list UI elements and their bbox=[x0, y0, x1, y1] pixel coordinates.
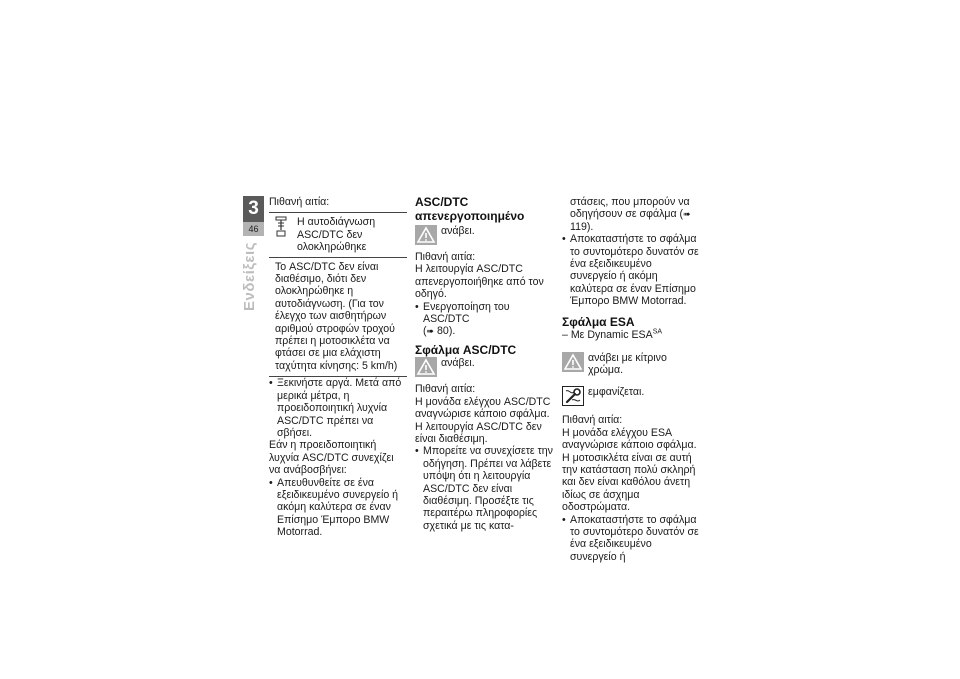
paragraph-continued: στάσεις, που μπορούν να οδηγήσουν σε σφάλμα (➠ 119). bbox=[570, 196, 691, 233]
box-body: Το ASC/DTC δεν είναι διαθέσιμο, διότι δεν ολοκληρώθηκε η αυτοδιάγνωση. (Για τον έλεγχο των αισθητήρων αριθμού στροφών τροχού πρέπει η μοτοσικλέτα να φτάσει σε μια ελάχιστη ταχύτητα κίνησης: 5 km/h) bbox=[275, 260, 398, 372]
paragraph: Η μονάδα ελέγχου ASC/DTC αναγνώρισε κάποιο σφάλμα. Η λειτουργία ASC/DTC δεν είναι διαθέσιμη. bbox=[415, 395, 551, 445]
list-item: • Αποκαταστήστε το σφάλμα το συντομότερο δυνατόν σε ένα εξειδικευμένο συνεργείο ή bbox=[562, 513, 699, 563]
page-number: 46 bbox=[243, 222, 264, 236]
column-1 bbox=[269, 196, 407, 539]
column-2 bbox=[415, 196, 553, 532]
list-item: • Αποκαταστήστε το σφάλμα το συντομότερο δυνατόν σε ένα εξειδικευμένο συνεργείο ή ακόμη καλύτερα σε έναν Επίσημο Έμπορο BMW Motorrad. bbox=[562, 233, 699, 308]
info-box bbox=[269, 212, 407, 377]
chapter-tab bbox=[241, 196, 264, 311]
equipment-note: – Με Dynamic $ESA^{SA}$ bbox=[562, 328, 663, 342]
arrow-reference-icon: ➠ bbox=[683, 209, 691, 220]
paragraph: Η μονάδα ελέγχου ESA αναγνώρισε κάποιο σφάλμα. Η μοτοσικλέτα είναι σε αυτή την κατάσταση πολύ σκληρή και δεν είναι καθόλου άνετη ιδίως σε άσχημα οδοστρώματα. bbox=[562, 426, 697, 514]
warning-triangle-icon bbox=[562, 352, 584, 372]
section-heading: ASC/DTC απενεργοποιημένο bbox=[415, 195, 525, 223]
chapter-title: Ενδείξεις bbox=[241, 242, 258, 311]
warning-triangle-icon bbox=[415, 225, 437, 245]
chapter-number: 3 bbox=[243, 196, 264, 222]
list-item: • Ενεργοποίηση του ASC/DTC (➠ 80). bbox=[415, 300, 510, 338]
column-3 bbox=[562, 196, 700, 563]
cause-label: Πιθανή αιτία: bbox=[415, 251, 476, 263]
cause-label: Πιθανή αιτία: bbox=[269, 196, 330, 208]
cause-label: Πιθανή αιτία: bbox=[562, 414, 623, 427]
section-heading: Σφάλμα ASC/DTC bbox=[415, 342, 517, 357]
warning-triangle-icon bbox=[415, 357, 437, 377]
list-item: • Απευθυνθείτε σε ένα εξειδικευμένο συνεργείο ή ακόμη καλύτερα σε έναν Επίσημο Έμπορο BMW Motorrad. bbox=[269, 476, 399, 539]
paragraph: Η λειτουργία ASC/DTC απενεργοποιήθηκε από τον οδηγό. bbox=[415, 263, 544, 301]
esa-wrench-icon bbox=[562, 386, 584, 406]
arrow-reference-icon: ➠ bbox=[426, 326, 435, 337]
cause-label: Πιθανή αιτία: bbox=[415, 383, 476, 396]
indicator-row: εμφανίζεται. bbox=[562, 386, 700, 406]
self-diagnosis-icon bbox=[275, 216, 287, 253]
indicator-row: ανάβει. bbox=[415, 225, 553, 245]
list-item: • Μπορείτε να συνεχίσετε την οδήγηση. Πρέπει να λάβετε υπόψη ότι η λειτουργία ASC/DTC δεν είναι διαθέσιμη. Προσέξτε τις περαιτέρω πληροφορίες σχετικά με τις κατα- bbox=[415, 445, 553, 532]
list-item: • Ξεκινήστε αργά. Μετά από μερικά μέτρα, η προειδοποιητική λυχνία ASC/DTC πρέπει να σβήσει. bbox=[269, 377, 402, 439]
indicator-row: ανάβει με κίτρινο χρώμα. bbox=[562, 352, 700, 377]
section-heading: Σφάλμα ESA bbox=[562, 314, 635, 329]
indicator-row: ανάβει. bbox=[415, 357, 553, 377]
box-heading: Η αυτοδιάγνωση ASC/DTC δεν ολοκληρώθηκε bbox=[297, 216, 376, 254]
paragraph: Εάν η προειδοποιητική λυχνία ASC/DTC συνεχίζει να ανάβοσβήνει: bbox=[269, 439, 394, 477]
